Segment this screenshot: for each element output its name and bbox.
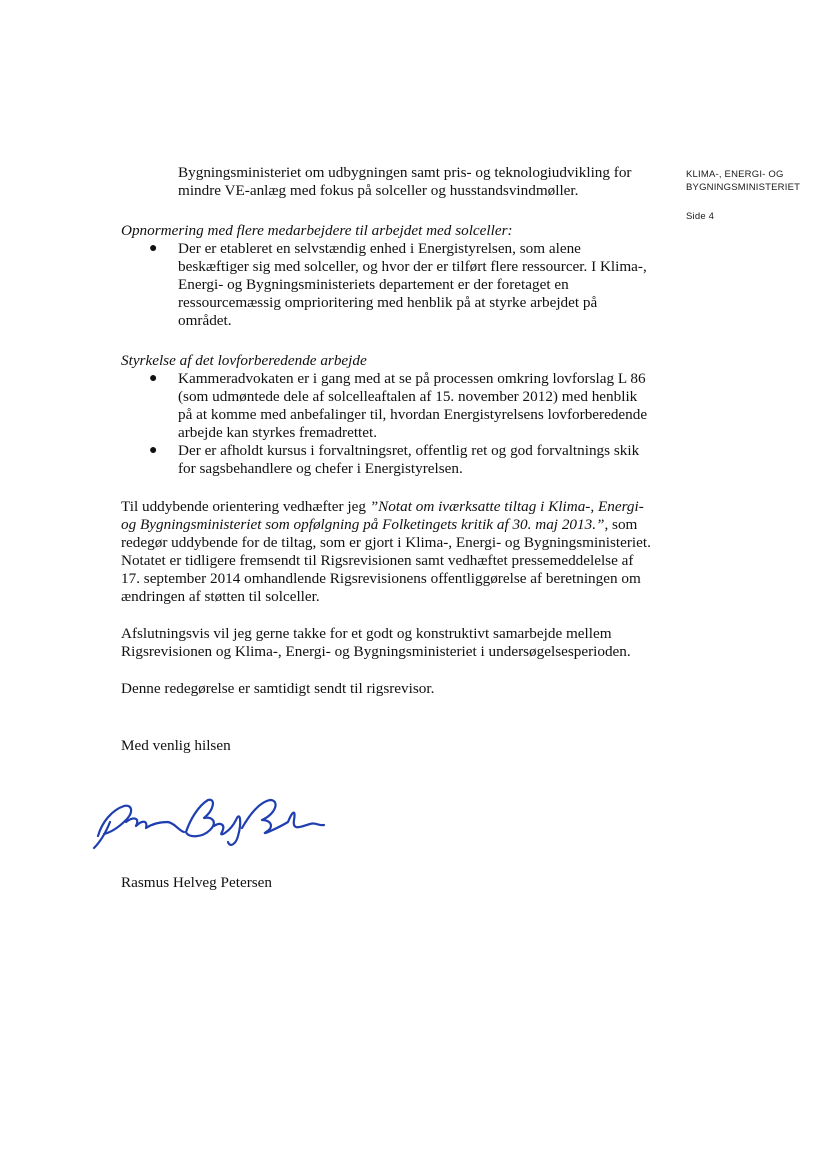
bullet-list-staffing [121, 240, 651, 330]
list-item-text: Der er afholdt kursus i forvaltningsret, offentlig ret og god forvaltnings skik for sagsbehandlere og chefer i Energistyrelsen. [178, 442, 640, 477]
paragraph-thanks: Afslutningsvis vil jeg gerne takke for et godt og konstruktivt samarbejde mellem Rigsrevisionen og Klima-, Energi- og Bygningsministeriet i undersøgelsesperioden. [121, 625, 631, 660]
ministry-name: KLIMA-, ENERGI- OG BYGNINGSMINISTERIET [686, 169, 801, 193]
section-heading-staffing: Opnormering med flere medarbejdere til arbejdet med solceller: [121, 222, 513, 239]
bullet-icon: ● [149, 371, 158, 386]
paragraph-attachment [121, 498, 651, 606]
sidebar [686, 168, 816, 223]
paragraph-attachment-start: Til uddybende orientering vedhæfter jeg [121, 498, 370, 515]
signatory-name: Rasmus Helveg Petersen [121, 874, 272, 891]
intro-continuation: Bygningsministeriet om udbygningen samt pris- og teknologiudvikling for mindre VE-anlæg med fokus på solceller og husstandsvindmøller. [178, 164, 632, 199]
attachment-title: ”Notat om iværksatte tiltag i Klima-, Energi- og Bygningsministeriet som opfølgning på Folketingets kritik af 30. maj 2013.” [121, 498, 644, 533]
bullet-icon: ● [149, 443, 158, 458]
letter-body [121, 164, 651, 755]
paragraph-copy-note: Denne redegørelse er samtidigt sendt til rigsrevisor. [121, 680, 435, 697]
bullet-icon: ● [149, 241, 158, 256]
list-item [121, 442, 651, 478]
page-number: Side 4 [686, 211, 715, 222]
list-item [121, 240, 651, 330]
section-heading-legislation: Styrkelse af det lovforberedende arbejde [121, 352, 367, 369]
signature-image [90, 792, 340, 852]
list-item-text: Kammeradvokaten er i gang med at se på processen omkring lovforslag L 86 (som udmøntede dele af solcelleaftalen af 15. november 2012) med henblik på at komme med anbefalinger til, hvordan Energistyrelsens lovforberedende arbejde kan styrkes fremadrettet. [178, 370, 648, 441]
bullet-list-legislation [121, 370, 651, 478]
paragraph-attachment-end: , som redegør uddybende for de tiltag, som er gjort i Klima-, Energi- og Bygningsministeriet. Notatet er tidligere fremsendt til Rigsrevisionen samt vedhæftet pressemeddelelse af 17. september 2014 omhandlende Rigsrevisionens offentliggørelse af beretningen om ændringen af støtten til solceller. [121, 516, 651, 605]
list-item-text: Der er etableret en selvstændig enhed i Energistyrelsen, som alene beskæftiger sig med solceller, og hvor der er tilført flere ressourcer. I Klima-, Energi- og Bygningsministeriets departement er der foretaget en ressourcemæssig omprioritering med henblik på at styrke arbejdet på området. [178, 240, 647, 329]
list-item [121, 370, 651, 442]
closing-greeting: Med venlig hilsen [121, 737, 231, 754]
